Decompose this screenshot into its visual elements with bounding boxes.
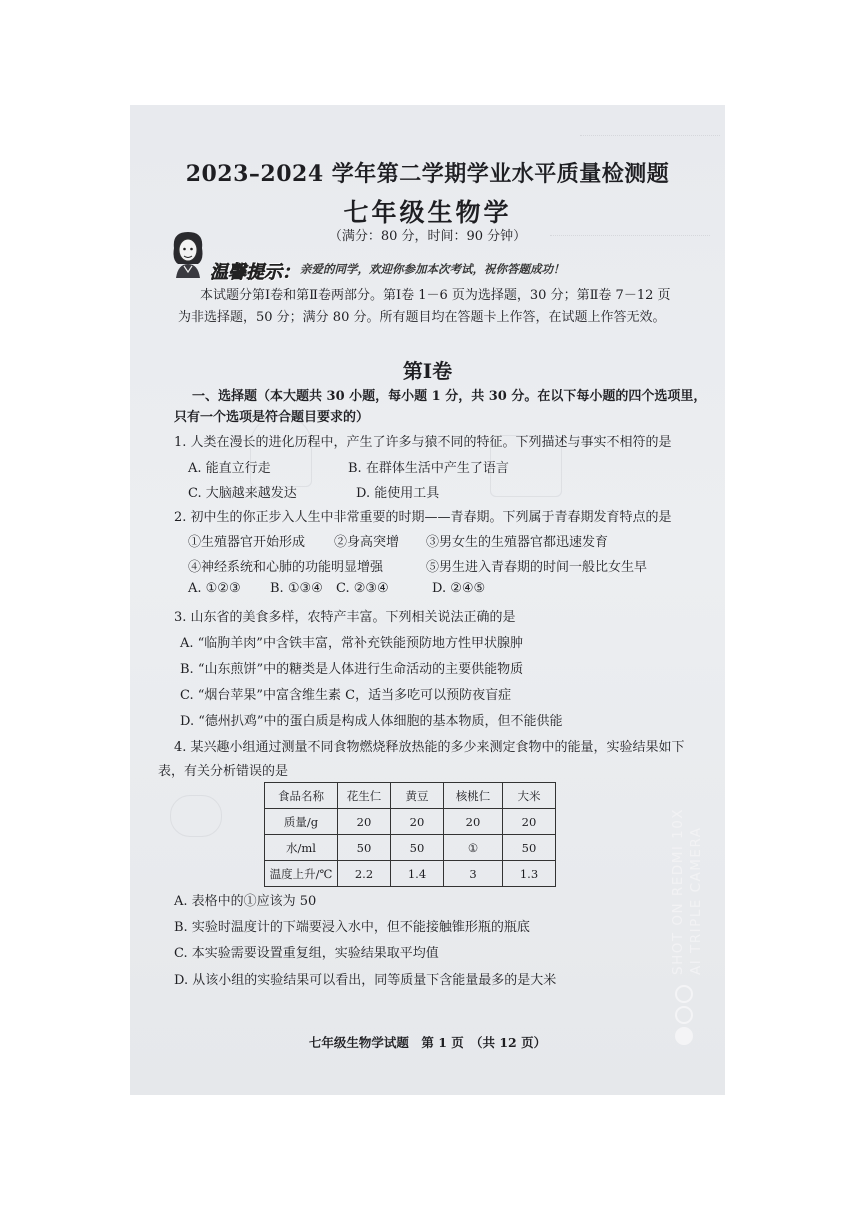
- q3-option-d: D. “德州扒鸡”中的蛋白质是构成人体细胞的基本物质，但不能供能: [180, 714, 563, 729]
- q1-option-a: A. 能直立行走: [188, 461, 271, 476]
- table-cell: 2.2: [338, 861, 391, 887]
- q1-option-d: D. 能使用工具: [356, 486, 440, 501]
- table-cell: 质量/g: [265, 809, 338, 835]
- camera-watermark-logo-icon: [675, 985, 699, 1048]
- q4-option-d: D. 从该小组的实验结果可以看出，同等质量下含能量最多的是大米: [174, 973, 557, 988]
- intro-line-2: 为非选择题，50 分；满分 80 分。所有题目均在答题卡上作答，在试题上作答无效。: [178, 310, 666, 325]
- table-header-cell: 大米: [503, 783, 556, 809]
- table-cell: 50: [391, 835, 444, 861]
- q4-stem-1: 4. 某兴趣小组通过测量不同食物燃烧释放热能的多少来测定食物中的能量，实验结果如下: [174, 740, 685, 755]
- q2-statement-1: ①生殖器官开始形成: [188, 535, 306, 550]
- q3-option-a: A. “临朐羊肉”中含铁丰富，常补充铁能预防地方性甲状腺肿: [180, 636, 523, 651]
- score-and-time: （满分：80 分，时间：90 分钟）: [328, 229, 527, 244]
- table-cell: 50: [503, 835, 556, 861]
- part-one-title: 第Ⅰ卷: [402, 359, 453, 383]
- q3-stem: 3. 山东省的美食多样，农特产丰富。下列相关说法正确的是: [174, 610, 516, 625]
- photographed-exam-page: [130, 105, 725, 1095]
- table-cell: 20: [391, 809, 444, 835]
- q4-option-b: B. 实验时温度计的下端要浸入水中，但不能接触锥形瓶的瓶底: [174, 920, 530, 935]
- bleed-through-sketch: [170, 795, 222, 837]
- table-header-cell: 食品名称: [265, 783, 338, 809]
- table-cell: 3: [444, 861, 503, 887]
- table-header-row: [265, 783, 556, 809]
- q3-option-b: B. “山东煎饼”中的糖类是人体进行生命活动的主要供能物质: [180, 662, 524, 677]
- tip-text: 亲爱的同学，欢迎你参加本次考试，祝你答题成功！: [300, 262, 565, 276]
- camera-watermark-line-1: SHOT ON REDMI 10X: [670, 807, 686, 975]
- page-footer: 七年级生物学试题 第 1 页 （共 12 页）: [308, 1035, 547, 1050]
- section-instruction-1: 一、选择题（本大题共 30 小题，每小题 1 分，共 30 分。在以下每小题的四个选项里，: [192, 389, 707, 404]
- q3-option-c: C. “烟台苹果”中富含维生素 C，适当多吃可以预防夜盲症: [180, 688, 512, 703]
- student-mascot-icon: [168, 230, 208, 280]
- q1-option-b: B. 在群体生活中产生了语言: [348, 461, 509, 476]
- exam-subject: 七年级生物学: [343, 198, 512, 227]
- table-cell: 20: [338, 809, 391, 835]
- intro-line-1: 本试题分第Ⅰ卷和第Ⅱ卷两部分。第Ⅰ卷 1－6 页为选择题，30 分；第Ⅱ卷 7－12 页: [200, 288, 671, 303]
- tip-label: 温馨提示：: [210, 262, 300, 283]
- q2-statement-2: ②身高突增: [334, 535, 400, 550]
- table-row: [265, 835, 556, 861]
- q2-statement-4: ④神经系统和心肺的功能明显增强: [188, 560, 384, 575]
- table-row: [265, 861, 556, 887]
- q1-stem: 1. 人类在漫长的进化历程中，产生了许多与猿不同的特征。下列描述与事实不相符的是: [174, 435, 672, 450]
- table-cell: 20: [444, 809, 503, 835]
- q2-option-a: A. ①②③: [188, 581, 241, 596]
- q4-option-a: A. 表格中的①应该为 50: [174, 894, 317, 909]
- table-header-cell: 核桃仁: [444, 783, 503, 809]
- table-cell: 温度上升/℃: [265, 861, 338, 887]
- section-instruction-2: 只有一个选项是符合题目要求的）: [174, 410, 370, 425]
- q2-statement-3: ③男女生的生殖器官都迅速发育: [426, 535, 609, 550]
- camera-watermark-line-2: AI TRIPLE CAMERA: [688, 826, 704, 975]
- q2-statement-5: ⑤男生进入青春期的时间一般比女生早: [426, 560, 648, 575]
- q2-option-b: B. ①③④: [270, 581, 323, 596]
- q1-option-c: C. 大脑越来越发达: [188, 486, 297, 501]
- q2-option-d: D. ②④⑤: [432, 581, 486, 596]
- table-header-cell: 黄豆: [391, 783, 444, 809]
- table-row: [265, 809, 556, 835]
- q2-stem: 2. 初中生的你正步入人生中非常重要的时期——青春期。下列属于青春期发育特点的是: [174, 510, 672, 525]
- table-cell: 1.4: [391, 861, 444, 887]
- exam-title: 2023–2024 学年第二学期学业水平质量检测题: [185, 161, 670, 187]
- table-cell: 20: [503, 809, 556, 835]
- q4-option-c: C. 本实验需要设置重复组，实验结果取平均值: [174, 946, 439, 961]
- q4-stem-2: 表，有关分析错误的是: [158, 764, 289, 779]
- food-energy-table: [264, 782, 556, 887]
- q2-option-c: C. ②③④: [336, 581, 389, 596]
- table-header-cell: 花生仁: [338, 783, 391, 809]
- table-cell: 50: [338, 835, 391, 861]
- table-cell: 1.3: [503, 861, 556, 887]
- table-cell: ①: [444, 835, 503, 861]
- bleed-through-sketch: [250, 415, 312, 487]
- table-cell: 水/ml: [265, 835, 338, 861]
